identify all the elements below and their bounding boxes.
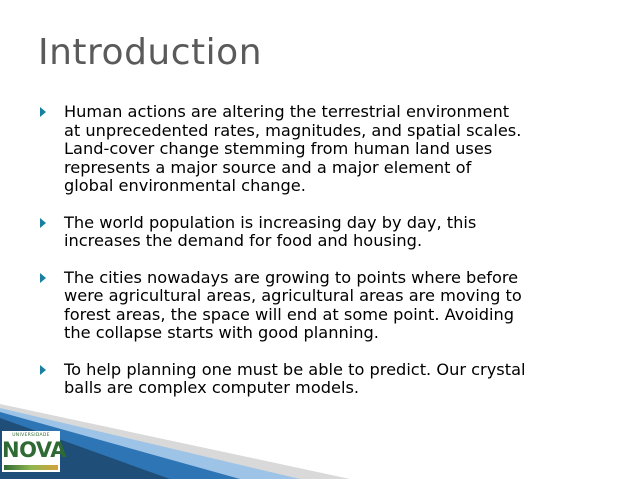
- bullet-item-4: [40, 361, 615, 398]
- bullet-line: The cities nowadays are growing to points where before: [64, 267, 519, 287]
- bullet-line: forest areas, the space will end at some point. Avoiding: [64, 304, 515, 324]
- slide-title: Introduction: [38, 32, 263, 73]
- bullet-line: represents a major source and a major element of: [64, 157, 472, 177]
- bullet-arrow-icon: [40, 273, 46, 283]
- bullet-item-3: [40, 269, 615, 343]
- bullet-line: To help planning one must be able to predict. Our crystal: [64, 359, 526, 379]
- bullet-line: The world population is increasing day by day, this: [64, 212, 477, 232]
- bullet-line: balls are complex computer models.: [64, 378, 360, 397]
- bullet-line: increases the demand for food and housing.: [64, 231, 423, 250]
- logo-strip: [4, 465, 58, 470]
- bullet-line: at unprecedented rates, magnitudes, and spatial scales.: [64, 120, 522, 140]
- logo-main-text: NOVA: [2, 438, 66, 462]
- bullet-line: the collapse starts with good planning.: [64, 323, 379, 342]
- bullet-line: Land-cover change stemming from human land uses: [64, 139, 493, 158]
- bullet-arrow-icon: [40, 107, 46, 117]
- bullet-line: were agricultural areas, agricultural areas are moving to: [64, 286, 522, 305]
- bullet-item-1: [40, 103, 615, 196]
- bullet-line: Human actions are altering the terrestrial environment: [64, 102, 510, 121]
- bullet-line: global environmental change.: [64, 176, 306, 195]
- bullet-arrow-icon: [40, 218, 46, 228]
- university-logo: [2, 431, 66, 472]
- bullet-arrow-icon: [40, 365, 46, 375]
- logo-top-text: UNIVERSIDADE: [12, 433, 50, 438]
- bullet-item-2: [40, 214, 615, 251]
- bullet-list: [40, 103, 615, 416]
